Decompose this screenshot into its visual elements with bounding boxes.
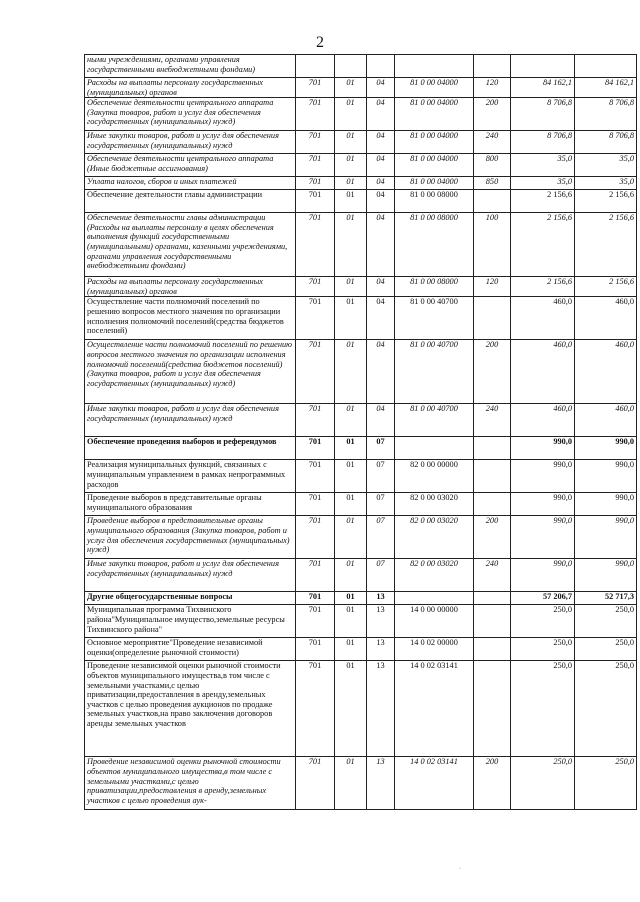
row-pr: 04 bbox=[367, 154, 395, 177]
row-pr: 04 bbox=[367, 78, 395, 98]
row-rz: 01 bbox=[335, 154, 367, 177]
row-rz: 01 bbox=[335, 98, 367, 131]
row-csr: 81 0 00 40700 bbox=[395, 404, 474, 437]
row-ved: 701 bbox=[296, 404, 335, 437]
row-ved: 701 bbox=[296, 460, 335, 493]
row-name: Расходы на выплаты персоналу государственных (муниципальных) органов bbox=[85, 277, 296, 297]
row-ved: 701 bbox=[296, 638, 335, 661]
row-name: Обеспечение деятельности главы администрации (Расходы на выплаты персоналу в целях обеспечения выполнения функций государственными (муниципальными) органами, казенными учреждениями, органами управления государственными внебюджетными фондами) bbox=[85, 213, 296, 277]
row-pr: 04 bbox=[367, 340, 395, 404]
row-sum-2: 2 156,6 bbox=[575, 190, 637, 213]
row-sum-2: 250,0 bbox=[575, 661, 637, 757]
row-sum-1: 2 156,6 bbox=[511, 213, 575, 277]
row-name: Реализация муниципальных функций, связанных с муниципальным управлением в рамках непрограммных расходов bbox=[85, 460, 296, 493]
row-name: Иные закупки товаров, работ и услуг для обеспечения государственных (муниципальных) нужд bbox=[85, 404, 296, 437]
row-ved: 701 bbox=[296, 493, 335, 516]
row-csr: 81 0 00 08000 bbox=[395, 213, 474, 277]
row-rz: 01 bbox=[335, 757, 367, 810]
row-sum-1: 990,0 bbox=[511, 559, 575, 592]
row-sum-2 bbox=[575, 55, 637, 78]
row-rz: 01 bbox=[335, 213, 367, 277]
row-ved: 701 bbox=[296, 177, 335, 190]
row-csr: 82 0 00 03020 bbox=[395, 493, 474, 516]
row-vr: 200 bbox=[474, 757, 511, 810]
row-vr bbox=[474, 493, 511, 516]
row-sum-2: 460,0 bbox=[575, 340, 637, 404]
row-pr: 04 bbox=[367, 404, 395, 437]
row-sum-1: 990,0 bbox=[511, 460, 575, 493]
row-sum-1: 2 156,6 bbox=[511, 190, 575, 213]
row-ved: 701 bbox=[296, 190, 335, 213]
row-pr: 13 bbox=[367, 638, 395, 661]
table-row bbox=[85, 190, 637, 213]
row-pr bbox=[367, 55, 395, 78]
row-pr: 07 bbox=[367, 460, 395, 493]
row-sum-2: 8 706,8 bbox=[575, 131, 637, 154]
row-rz: 01 bbox=[335, 516, 367, 559]
table-row bbox=[85, 340, 637, 404]
table-row bbox=[85, 55, 637, 78]
row-name: Обеспечение деятельности центрального аппарата (Иные бюджетные ассигнования) bbox=[85, 154, 296, 177]
row-vr bbox=[474, 460, 511, 493]
row-pr: 07 bbox=[367, 516, 395, 559]
row-sum-1: 460,0 bbox=[511, 297, 575, 340]
row-pr: 13 bbox=[367, 592, 395, 605]
row-pr: 04 bbox=[367, 297, 395, 340]
table-row bbox=[85, 757, 637, 810]
row-ved: 701 bbox=[296, 154, 335, 177]
row-name: ными учреждениями, органами управления государственными внебюджетными фондами) bbox=[85, 55, 296, 78]
row-name: Муниципальная программа Тихвинского района"Муниципальное имущество,земельные ресурсы Тихвинского района" bbox=[85, 605, 296, 638]
row-sum-1: 35,0 bbox=[511, 177, 575, 190]
table-row bbox=[85, 661, 637, 757]
row-ved: 701 bbox=[296, 297, 335, 340]
table-row bbox=[85, 437, 637, 460]
row-csr: 81 0 00 04000 bbox=[395, 154, 474, 177]
row-pr: 04 bbox=[367, 98, 395, 131]
row-name: Иные закупки товаров, работ и услуг для обеспечения государственных (муниципальных) нужд bbox=[85, 131, 296, 154]
row-sum-2: 990,0 bbox=[575, 437, 637, 460]
row-sum-2: 460,0 bbox=[575, 297, 637, 340]
row-ved: 701 bbox=[296, 340, 335, 404]
table-row bbox=[85, 98, 637, 131]
row-csr bbox=[395, 592, 474, 605]
row-vr: 200 bbox=[474, 340, 511, 404]
row-pr: 13 bbox=[367, 661, 395, 757]
row-rz: 01 bbox=[335, 638, 367, 661]
table-row bbox=[85, 605, 637, 638]
row-rz: 01 bbox=[335, 131, 367, 154]
row-ved: 701 bbox=[296, 437, 335, 460]
row-csr: 81 0 00 40700 bbox=[395, 297, 474, 340]
row-csr: 82 0 00 03020 bbox=[395, 559, 474, 592]
row-sum-1: 57 206,7 bbox=[511, 592, 575, 605]
row-sum-2: 460,0 bbox=[575, 404, 637, 437]
row-pr: 04 bbox=[367, 131, 395, 154]
row-sum-2: 250,0 bbox=[575, 757, 637, 810]
table-row bbox=[85, 131, 637, 154]
row-vr bbox=[474, 661, 511, 757]
table-row bbox=[85, 277, 637, 297]
row-rz: 01 bbox=[335, 592, 367, 605]
row-rz: 01 bbox=[335, 190, 367, 213]
row-name: Обеспечение деятельности центрального аппарата (Закупка товаров, работ и услуг для обеспечения государственных (муниципальных) нужд) bbox=[85, 98, 296, 131]
row-pr: 04 bbox=[367, 190, 395, 213]
row-csr: 81 0 00 04000 bbox=[395, 78, 474, 98]
row-name: Проведение независимой оценки рыночной стоимости объектов муниципального имущества,в том числе с земельными участками,с целью приватизации,предоставления в аренду,земельных участков с целью проведения аукционов по продаже земельных участков,на право заключения договоров аренды земельных участков bbox=[85, 661, 296, 757]
budget-table bbox=[84, 54, 637, 810]
row-sum-2: 990,0 bbox=[575, 559, 637, 592]
row-sum-2: 990,0 bbox=[575, 460, 637, 493]
row-vr: 200 bbox=[474, 98, 511, 131]
row-ved: 701 bbox=[296, 277, 335, 297]
row-vr: 240 bbox=[474, 404, 511, 437]
table-row bbox=[85, 493, 637, 516]
row-name: Уплата налогов, сборов и иных платежей bbox=[85, 177, 296, 190]
row-sum-1: 8 706,8 bbox=[511, 131, 575, 154]
row-ved: 701 bbox=[296, 131, 335, 154]
row-pr: 13 bbox=[367, 605, 395, 638]
row-csr: 82 0 00 00000 bbox=[395, 460, 474, 493]
row-rz: 01 bbox=[335, 404, 367, 437]
row-rz: 01 bbox=[335, 661, 367, 757]
row-rz: 01 bbox=[335, 493, 367, 516]
row-sum-1: 2 156,6 bbox=[511, 277, 575, 297]
row-ved: 701 bbox=[296, 78, 335, 98]
row-sum-1: 35,0 bbox=[511, 154, 575, 177]
row-csr bbox=[395, 55, 474, 78]
row-sum-2: 2 156,6 bbox=[575, 213, 637, 277]
row-ved: 701 bbox=[296, 661, 335, 757]
table-row bbox=[85, 592, 637, 605]
row-name: Основное мероприятие"Проведение независимой оценки(определение рыночной стоимости) bbox=[85, 638, 296, 661]
row-vr bbox=[474, 55, 511, 78]
row-rz: 01 bbox=[335, 460, 367, 493]
row-pr: 07 bbox=[367, 559, 395, 592]
row-name: Иные закупки товаров, работ и услуг для обеспечения государственных (муниципальных) нужд bbox=[85, 559, 296, 592]
row-rz bbox=[335, 55, 367, 78]
row-ved: 701 bbox=[296, 757, 335, 810]
row-vr bbox=[474, 297, 511, 340]
row-sum-1: 990,0 bbox=[511, 437, 575, 460]
row-name: Проведение выборов в представительные органы муниципального образования (Закупка товаров, работ и услуг для обеспечения государственных (муниципальных) нужд) bbox=[85, 516, 296, 559]
row-rz: 01 bbox=[335, 340, 367, 404]
row-sum-1: 250,0 bbox=[511, 757, 575, 810]
row-name: Расходы на выплаты персоналу государственных (муниципальных) органов bbox=[85, 78, 296, 98]
table-row bbox=[85, 297, 637, 340]
row-sum-2: 35,0 bbox=[575, 177, 637, 190]
row-pr: 04 bbox=[367, 177, 395, 190]
row-rz: 01 bbox=[335, 605, 367, 638]
row-ved: 701 bbox=[296, 516, 335, 559]
table-row bbox=[85, 638, 637, 661]
row-csr bbox=[395, 437, 474, 460]
row-csr: 81 0 00 08000 bbox=[395, 277, 474, 297]
row-rz: 01 bbox=[335, 559, 367, 592]
row-name: Другие общегосударственные вопросы bbox=[85, 592, 296, 605]
row-sum-2: 990,0 bbox=[575, 516, 637, 559]
row-sum-2: 84 162,1 bbox=[575, 78, 637, 98]
row-ved: 701 bbox=[296, 559, 335, 592]
row-name: Обеспечение проведения выборов и референдумов bbox=[85, 437, 296, 460]
row-ved bbox=[296, 55, 335, 78]
row-vr: 800 bbox=[474, 154, 511, 177]
row-ved: 701 bbox=[296, 213, 335, 277]
row-csr: 82 0 00 03020 bbox=[395, 516, 474, 559]
table-row bbox=[85, 213, 637, 277]
row-name: Осуществление части полномочий поселений по решению вопросов местного значения по организации исполнения полномочий поселений(средства бюджетов поселений) (Закупка товаров, работ и услуг для обеспечения государственных (муниципальных) нужд) bbox=[85, 340, 296, 404]
table-row bbox=[85, 78, 637, 98]
row-pr: 07 bbox=[367, 493, 395, 516]
row-sum-2: 2 156,6 bbox=[575, 277, 637, 297]
row-vr bbox=[474, 190, 511, 213]
row-sum-1: 84 162,1 bbox=[511, 78, 575, 98]
row-sum-2: 52 717,3 bbox=[575, 592, 637, 605]
row-sum-2: 8 706,8 bbox=[575, 98, 637, 131]
table-row bbox=[85, 177, 637, 190]
row-csr: 81 0 00 04000 bbox=[395, 177, 474, 190]
row-vr: 100 bbox=[474, 213, 511, 277]
table-row bbox=[85, 516, 637, 559]
row-csr: 81 0 00 04000 bbox=[395, 131, 474, 154]
row-sum-1: 250,0 bbox=[511, 661, 575, 757]
row-csr: 81 0 00 08000 bbox=[395, 190, 474, 213]
row-pr: 13 bbox=[367, 757, 395, 810]
row-sum-1: 250,0 bbox=[511, 605, 575, 638]
row-vr bbox=[474, 605, 511, 638]
row-sum-1: 460,0 bbox=[511, 404, 575, 437]
row-sum-1: 990,0 bbox=[511, 516, 575, 559]
table-row bbox=[85, 559, 637, 592]
row-sum-2: 35,0 bbox=[575, 154, 637, 177]
row-sum-1 bbox=[511, 55, 575, 78]
table-row bbox=[85, 154, 637, 177]
table-row bbox=[85, 404, 637, 437]
row-rz: 01 bbox=[335, 437, 367, 460]
row-sum-1: 460,0 bbox=[511, 340, 575, 404]
row-rz: 01 bbox=[335, 277, 367, 297]
row-csr: 81 0 00 04000 bbox=[395, 98, 474, 131]
row-vr bbox=[474, 592, 511, 605]
row-rz: 01 bbox=[335, 177, 367, 190]
row-vr: 240 bbox=[474, 131, 511, 154]
row-sum-2: 250,0 bbox=[575, 605, 637, 638]
row-sum-1: 990,0 bbox=[511, 493, 575, 516]
row-vr: 200 bbox=[474, 516, 511, 559]
row-vr: 120 bbox=[474, 78, 511, 98]
page-number: 2 bbox=[316, 34, 324, 51]
row-csr: 14 0 02 00000 bbox=[395, 638, 474, 661]
row-name: Осуществление части полномочий поселений по решению вопросов местного значения по организации исполнения полномочий поселений(средства бюджетов поселений) bbox=[85, 297, 296, 340]
table-row bbox=[85, 460, 637, 493]
row-rz: 01 bbox=[335, 78, 367, 98]
row-csr: 81 0 00 40700 bbox=[395, 340, 474, 404]
row-name: Обеспечение деятельности главы администрации bbox=[85, 190, 296, 213]
row-vr: 240 bbox=[474, 559, 511, 592]
row-pr: 07 bbox=[367, 437, 395, 460]
row-ved: 701 bbox=[296, 605, 335, 638]
row-sum-2: 250,0 bbox=[575, 638, 637, 661]
row-pr: 04 bbox=[367, 277, 395, 297]
scan-speck: · bbox=[459, 866, 461, 872]
row-name: Проведение выборов в представительные органы муниципального образования bbox=[85, 493, 296, 516]
row-vr: 120 bbox=[474, 277, 511, 297]
row-csr: 14 0 00 00000 bbox=[395, 605, 474, 638]
row-name: Проведение независимой оценки рыночной стоимости объектов муниципального имущества,в том числе с земельными участками,с целью приватизации,предоставления в аренду,земельных участков с целью проведения аук- bbox=[85, 757, 296, 810]
row-csr: 14 0 02 03141 bbox=[395, 661, 474, 757]
row-sum-1: 8 706,8 bbox=[511, 98, 575, 131]
row-vr bbox=[474, 437, 511, 460]
row-rz: 01 bbox=[335, 297, 367, 340]
row-vr: 850 bbox=[474, 177, 511, 190]
row-sum-2: 990,0 bbox=[575, 493, 637, 516]
row-ved: 701 bbox=[296, 98, 335, 131]
row-sum-1: 250,0 bbox=[511, 638, 575, 661]
row-pr: 04 bbox=[367, 213, 395, 277]
row-vr bbox=[474, 638, 511, 661]
row-csr: 14 0 02 03141 bbox=[395, 757, 474, 810]
row-ved: 701 bbox=[296, 592, 335, 605]
